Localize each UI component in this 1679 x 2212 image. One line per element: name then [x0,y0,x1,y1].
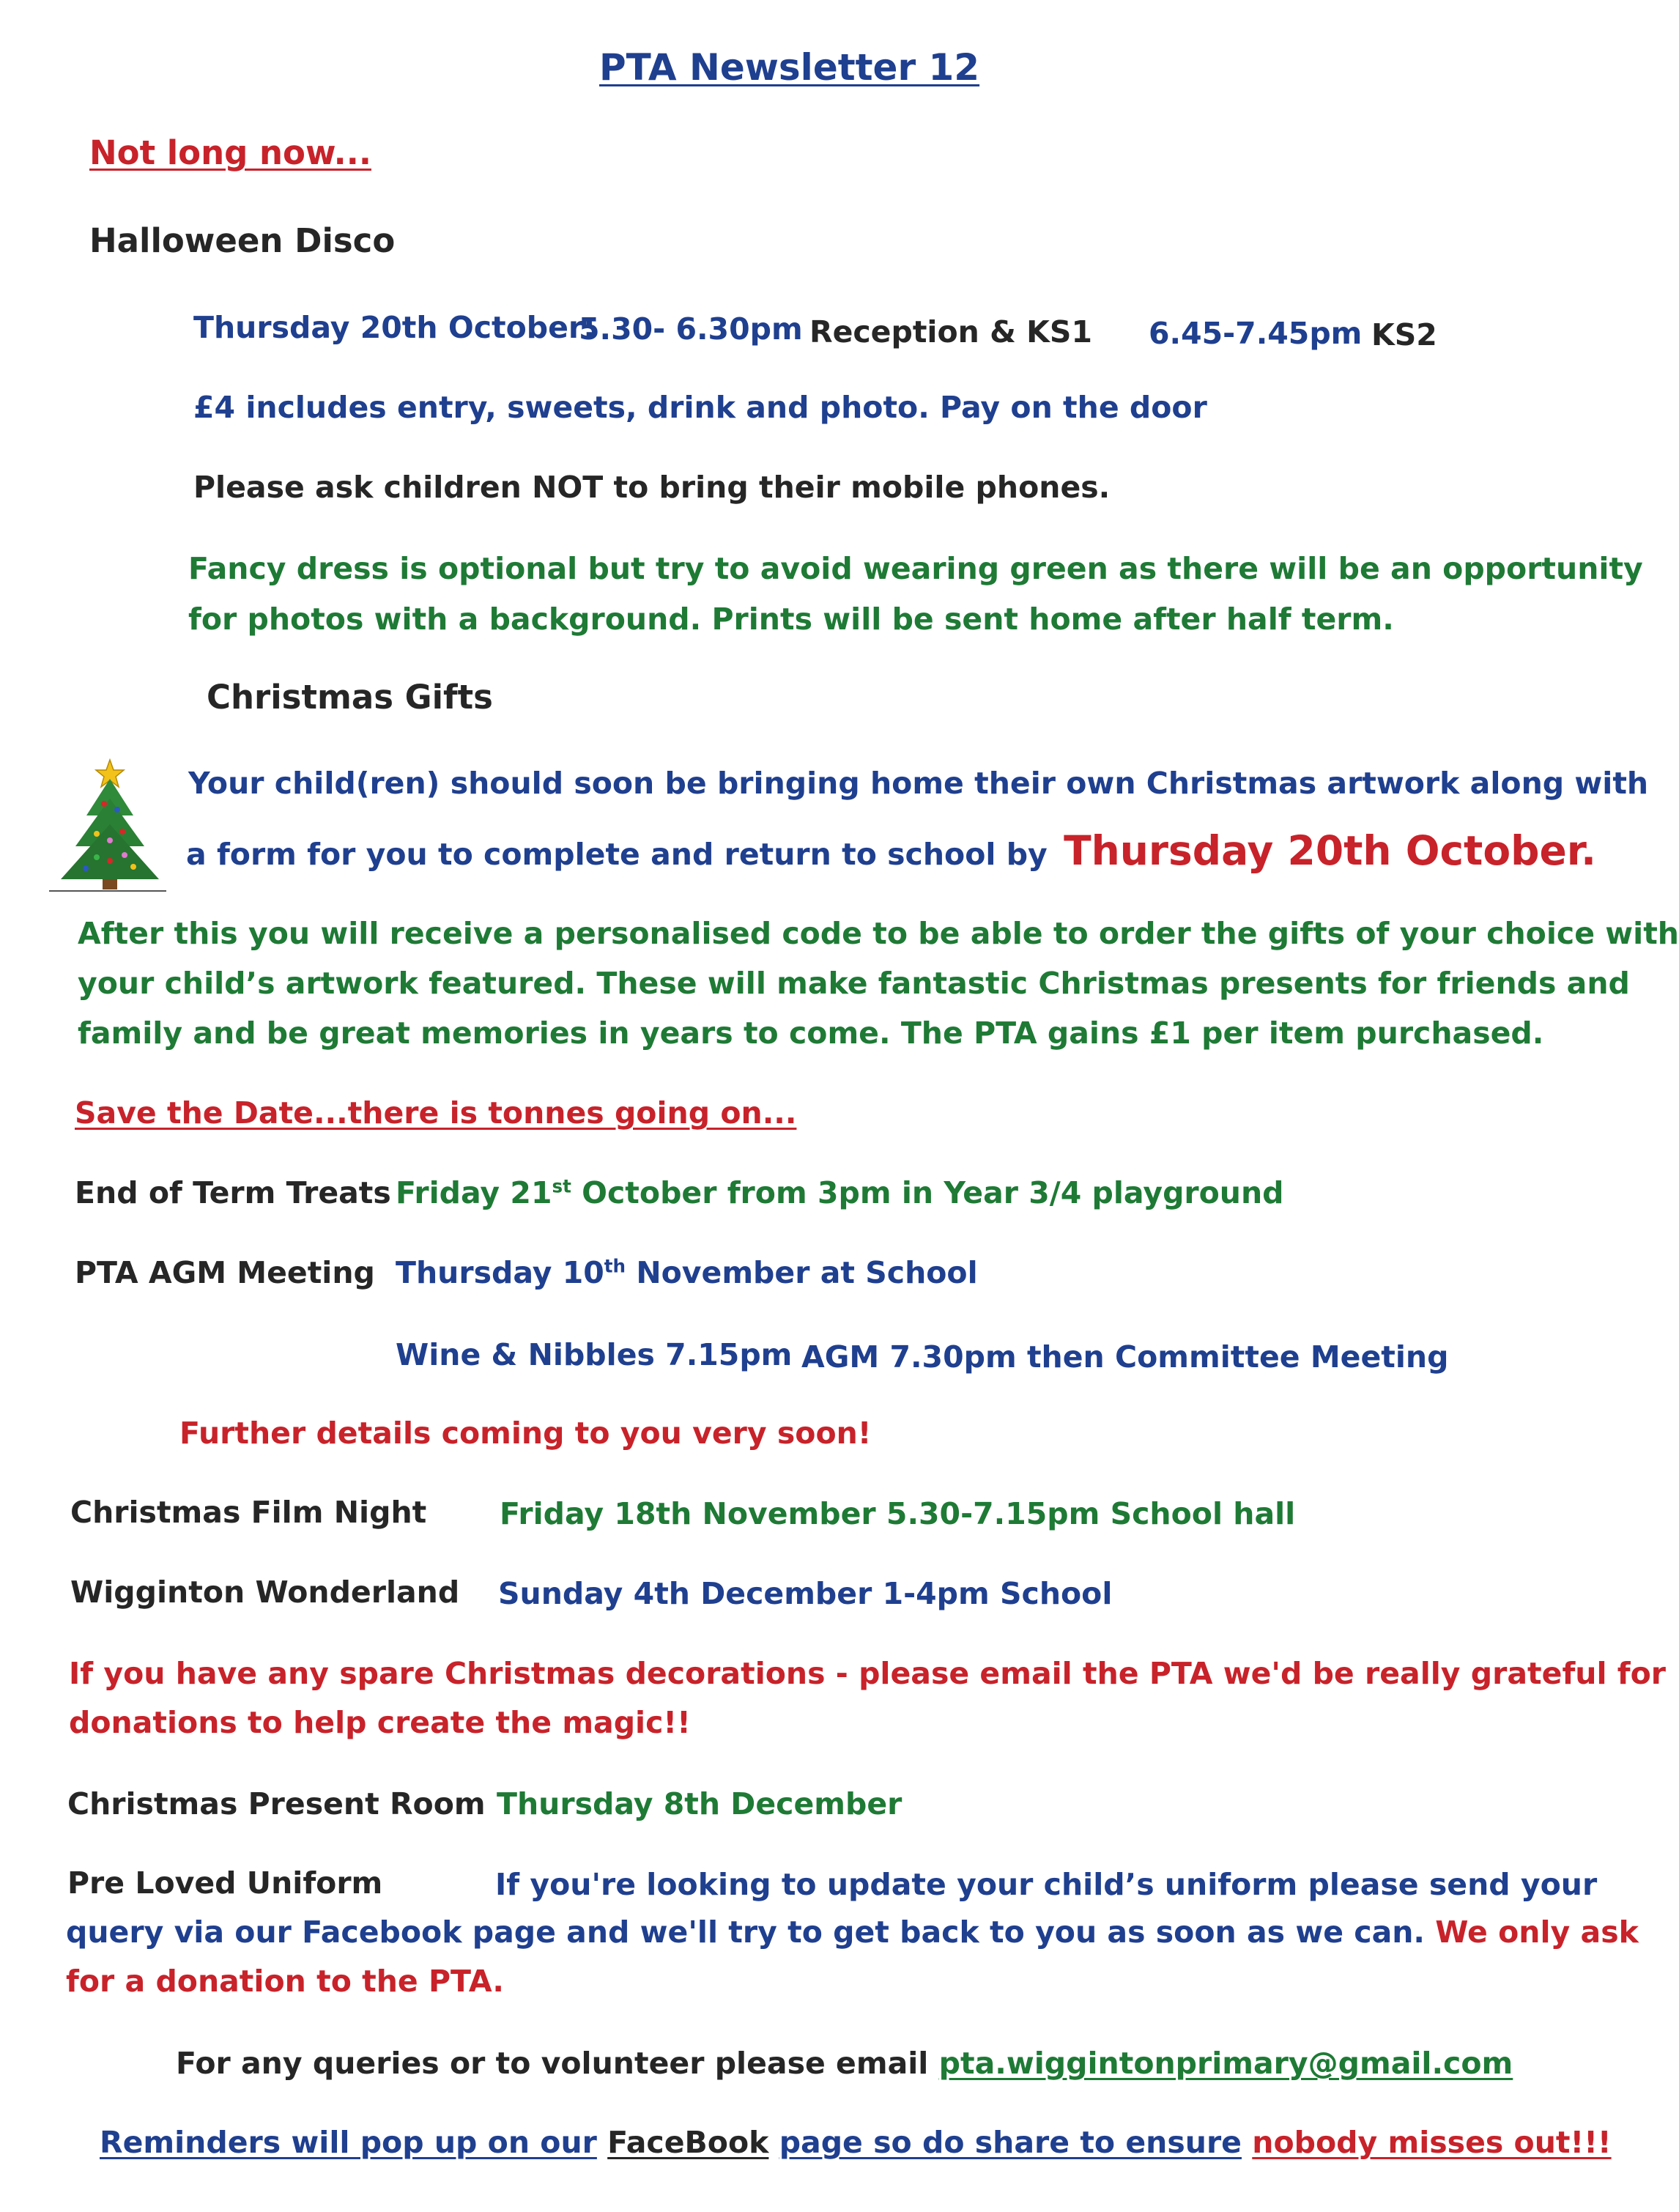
uniform-label: Pre Loved Uniform [67,1865,383,1901]
treats-label: End of Term Treats [75,1175,391,1210]
decorations-line-1: If you have any spare Christmas decorations - please email the PTA we'd be really grateful for [69,1656,1667,1691]
page-title: PTA Newsletter 12 [599,46,980,89]
present-room-label: Christmas Present Room [67,1786,486,1821]
gifts-paragraph-line-2: your child’s artwork featured. These will make fantastic Christmas presents for friends and [78,966,1630,1001]
uniform-line-3: for a donation to the PTA. [66,1964,504,1999]
halloween-group-1: Reception & KS1 [809,314,1092,349]
gifts-paragraph-line-3: family and be great memories in years to come. The PTA gains £1 per item purchased. [78,1016,1544,1051]
film-night-label: Christmas Film Night [70,1495,427,1530]
uniform-line-2: query via our Facebook page and we'll try to get back to you as soon as we can. [66,1915,1426,1950]
halloween-group-2: KS2 [1371,317,1437,352]
present-room-detail: Thursday 8th December [497,1786,902,1821]
gifts-deadline: Thursday 20th October. [1064,827,1596,874]
film-night-detail: Friday 18th November 5.30-7.15pm School hall [500,1496,1296,1531]
halloween-time-1: 5.30- 6.30pm [579,311,803,347]
agm-time: AGM 7.30pm then Committee Meeting [801,1339,1449,1375]
wonderland-label: Wigginton Wonderland [70,1575,460,1610]
nobody-misses-out: nobody misses out!!! [1252,2125,1612,2160]
save-the-date-heading: Save the Date...there is tonnes going on... [75,1095,797,1131]
reminders-text: Reminders will pop up on our [100,2125,597,2160]
queries-text: For any queries or to volunteer please email [176,2046,929,2081]
wonderland-detail: Sunday 4th December 1-4pm School [498,1576,1113,1611]
christmas-tree-icon [45,758,170,894]
halloween-heading: Halloween Disco [89,221,396,260]
wine-and-nibbles: Wine & Nibbles 7.15pm [396,1337,793,1372]
email-link[interactable]: pta.wiggintonprimary@gmail.com [938,2046,1513,2081]
gifts-line-2: a form for you to complete and return to school by [186,837,1048,872]
halloween-date: Thursday 20th October: [193,310,596,345]
christmas-gifts-heading: Christmas Gifts [207,678,493,717]
agm-label: PTA AGM Meeting [75,1255,375,1290]
further-details: Further details coming to you very soon! [179,1416,872,1451]
decorations-line-2: donations to help create the magic!! [69,1705,691,1740]
fancy-dress-line-2: for photos with a background. Prints will be sent home after half term. [188,602,1394,637]
agm-detail: Thursday 10th November at School [396,1255,978,1290]
halloween-phones: Please ask children NOT to bring their mobile phones. [193,470,1111,505]
halloween-price: £4 includes entry, sweets, drink and photo. Pay on the door [193,390,1207,425]
gifts-line-1: Your child(ren) should soon be bringing home their own Christmas artwork along with [188,766,1649,801]
halloween-time-2: 6.45-7.45pm [1149,316,1363,351]
fancy-dress-line-1: Fancy dress is optional but try to avoid wearing green as there will be an opportunity [188,551,1643,586]
uniform-donation-ask: We only ask [1435,1915,1639,1950]
reminders-text-2: page so do share to ensure [779,2125,1242,2160]
facebook-link[interactable]: FaceBook [607,2125,769,2160]
uniform-line-1: If you're looking to update your child’s uniform please send your [495,1867,1598,1902]
gifts-paragraph-line-1: After this you will receive a personalised code to be able to order the gifts of your choice with [78,916,1679,951]
intro-heading: Not long now... [89,133,371,172]
treats-detail: Friday 21st October from 3pm in Year 3/4 playground [396,1175,1284,1210]
